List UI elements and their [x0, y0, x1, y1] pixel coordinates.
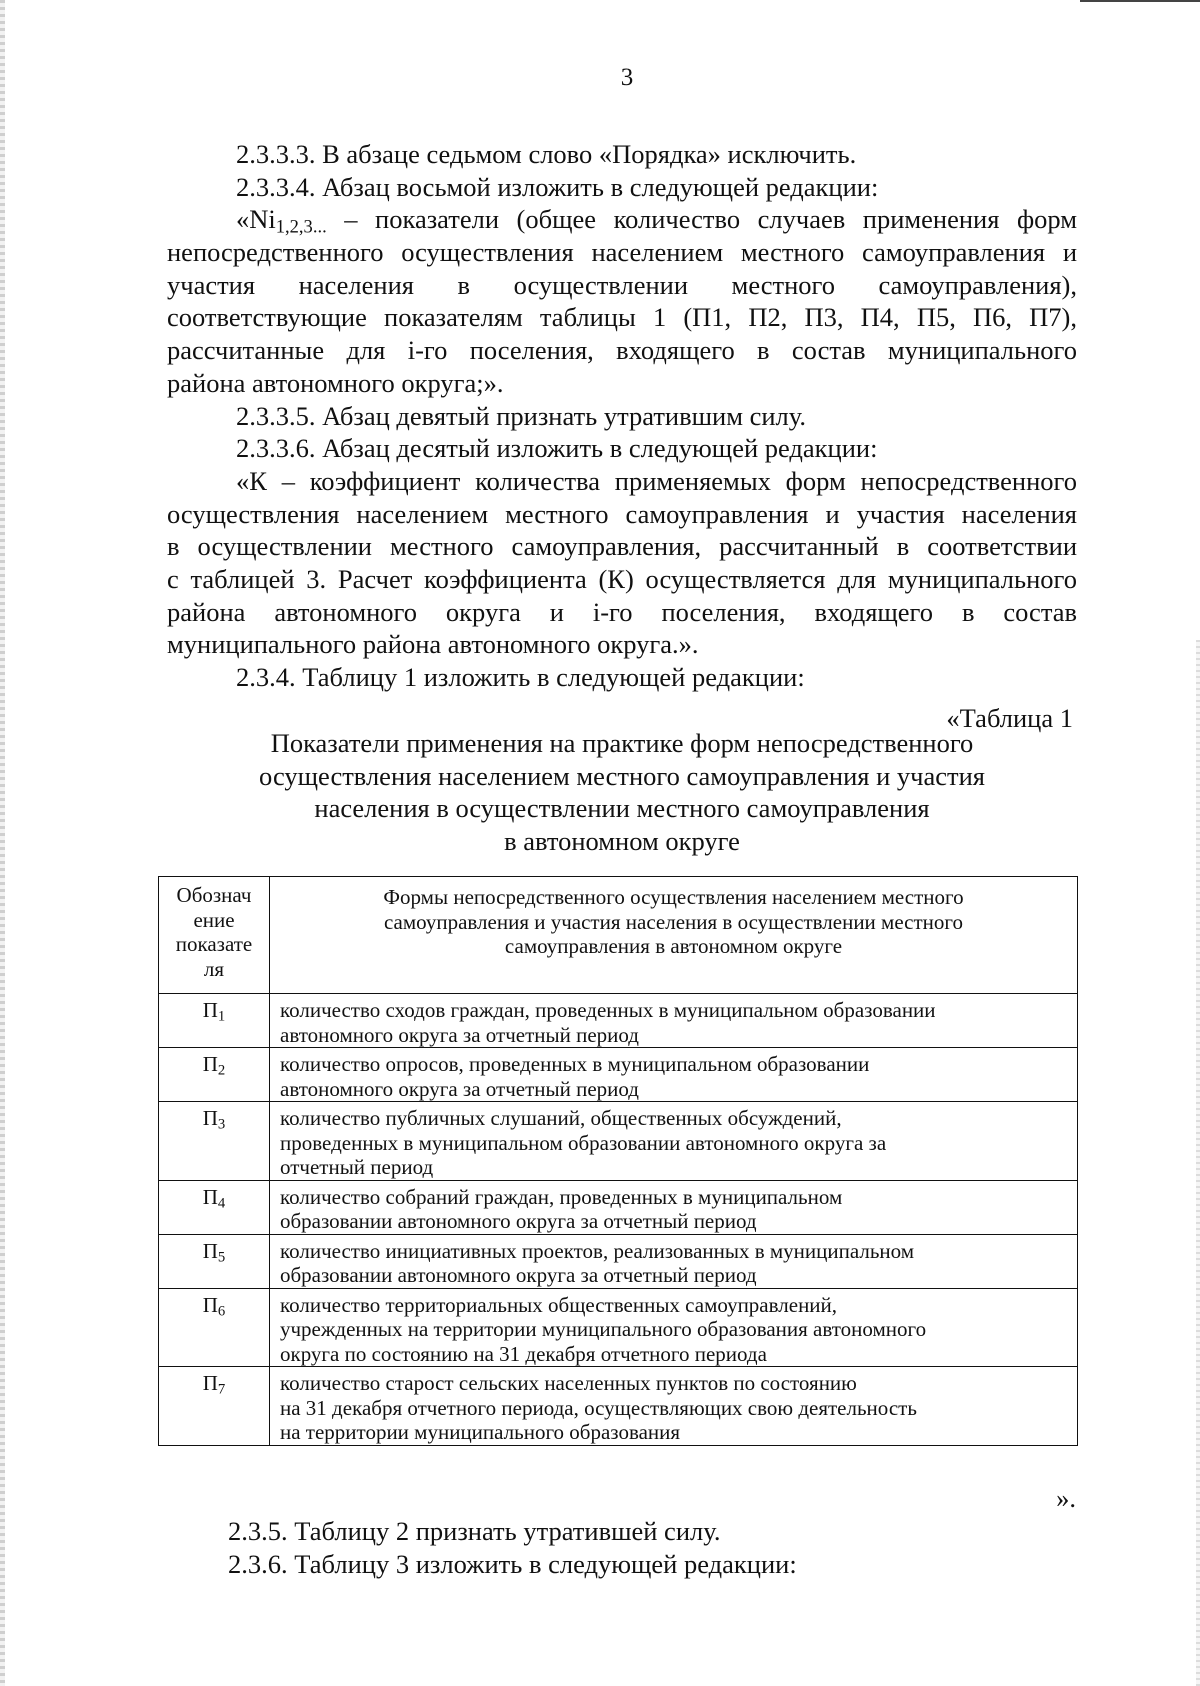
indicator-desc-cell [270, 1048, 1078, 1102]
indicator-desc-line: учрежденных на территории муниципального образования автономного [280, 1317, 927, 1341]
indicator-desc-line: количество собраний граждан, проведенных в муниципальном [280, 1184, 843, 1209]
indicator-desc-cell [270, 1180, 1078, 1234]
paragraph-line: рассчитанные для i-го поселения, входящего в состав муниципального [167, 335, 1077, 366]
indicator-code-index: 4 [217, 1195, 226, 1212]
indicator-code-cell [159, 1180, 270, 1234]
paragraph-line: муниципального района автономного округа.». [167, 629, 699, 660]
indicator-code-cell [159, 1367, 270, 1446]
indicator-desc-cell [270, 994, 1078, 1048]
caption-line: Показатели применения на практике форм непосредственного [270, 728, 974, 758]
caption-line: населения в осуществлении местного самоуправления [314, 793, 930, 823]
indicator-code-index: 1 [217, 1008, 226, 1025]
indicator-desc-line: на 31 декабря отчетного периода, осуществляющих свою деятельность [280, 1395, 917, 1420]
indicator-code: П [202, 1238, 218, 1263]
table-caption [167, 727, 1077, 857]
indicator-code-index: 7 [217, 1381, 226, 1398]
paragraph-line: участия населения в осуществлении местного самоуправления), [167, 269, 1077, 300]
table-row [159, 1180, 1078, 1234]
paragraph: 2.3.3.4. Абзац восьмой изложить в следующей редакции: [236, 171, 879, 202]
indicator-desc-cell [270, 1234, 1078, 1288]
closing-quote: ». [1056, 1483, 1076, 1513]
indicator-desc-line: количество старост сельских населенных пунктов по состоянию [280, 1371, 857, 1395]
paragraph: 2.3.3.3. В абзаце седьмом слово «Порядка» исключить. [236, 139, 857, 169]
paragraph-line: «$Ni_{1,2,3...}$ – показатели (общее количество случаев применения форм [236, 204, 1077, 238]
paragraph-line: соответствующие показателям таблицы 1 (П1, П2, П3, П4, П5, П6, П7), [167, 302, 1077, 333]
paragraph: 2.3.3.6. Абзац десятый изложить в следующей редакции: [236, 433, 878, 464]
scan-top-edge [1080, 0, 1200, 2]
indicator-code-cell [159, 1048, 270, 1102]
paragraph: 2.3.3.5. Абзац девятый признать утратившим силу. [236, 400, 806, 431]
paragraph: 2.3.5. Таблицу 2 признать утратившей силу. [228, 1516, 721, 1546]
indicator-code-index: 5 [217, 1249, 226, 1266]
indicators-table [158, 876, 1078, 1446]
paragraph-line: района автономного округа;». [167, 367, 504, 398]
indicator-desc-line: отчетный период [280, 1155, 434, 1179]
paragraph-line: осуществления населением местного самоуправления и участия населения [167, 498, 1077, 529]
indicator-code-cell [159, 994, 270, 1048]
indicator-code: П [202, 1371, 218, 1395]
indicator-desc-cell [270, 1102, 1078, 1181]
indicator-desc-line: количество инициативных проектов, реализованных в муниципальном [280, 1238, 915, 1263]
table-label: «Таблица 1 [946, 702, 1073, 733]
table-header-row [159, 877, 1078, 994]
header-code-cell [159, 877, 270, 994]
header-code-line: ение [193, 907, 235, 932]
header-code-line: показате [175, 932, 253, 956]
indicator-code-index: 2 [217, 1062, 226, 1079]
paragraph: 2.3.6. Таблицу 3 изложить в следующей редакции: [228, 1549, 797, 1579]
indicator-desc-line: количество сходов граждан, проведенных в муниципальном образовании [280, 998, 936, 1022]
indicator-desc-line: на территории муниципального образования [280, 1420, 681, 1444]
page-number: 3 [620, 64, 634, 91]
paragraph-line: района автономного округа и i-го поселения, входящего в состав [167, 596, 1077, 627]
indicator-code: П [202, 1184, 218, 1209]
paragraph-line: с таблицей 3. Расчет коэффициента (К) осуществляется для муниципального [167, 563, 1077, 594]
indicator-desc-line: автономного округа за отчетный период [280, 1022, 639, 1047]
header-desc-cell [270, 877, 1078, 994]
indicator-desc-line: проведенных в муниципальном образовании автономного округа за [280, 1130, 887, 1155]
paragraph-line: в осуществлении местного самоуправления, рассчитанный в соответствии [167, 531, 1077, 562]
caption-line: осуществления населением местного самоуправления и участия [259, 760, 985, 791]
indicator-desc-line: образовании автономного округа за отчетный период [280, 1263, 757, 1287]
paragraph: 2.3.4. Таблицу 1 изложить в следующей редакции: [236, 662, 805, 692]
indicator-code-cell [159, 1288, 270, 1367]
table-row [159, 1288, 1078, 1367]
caption-line: в автономном округе [504, 825, 740, 856]
indicator-desc-cell [270, 1288, 1078, 1367]
indicator-code-cell [159, 1102, 270, 1181]
indicator-code: П [202, 998, 218, 1022]
header-code-line: ля [203, 956, 225, 981]
table-row [159, 994, 1078, 1048]
indicator-desc-cell [270, 1367, 1078, 1446]
paragraph-line: непосредственного осуществления населением местного самоуправления и [167, 237, 1077, 268]
header-desc-line: самоуправления и участия населения в осуществлении местного [383, 909, 964, 934]
header-code-line: Обознач [176, 883, 252, 907]
indicator-desc-line: количество опросов, проведенных в муниципальном образовании [280, 1052, 870, 1076]
indicator-code-index: 6 [217, 1303, 226, 1320]
indicator-desc-line: количество публичных слушаний, общественных обсуждений, [280, 1106, 842, 1130]
scan-left-edge [0, 0, 5, 1686]
indicator-code-index: 3 [217, 1116, 226, 1133]
table-row [159, 1234, 1078, 1288]
indicator-code: П [202, 1106, 218, 1130]
paragraph-line: «К – коэффициент количества применяемых форм непосредственного [236, 465, 1077, 496]
indicator-desc-line: количество территориальных общественных самоуправлений, [280, 1292, 838, 1317]
indicator-desc-line: образовании автономного округа за отчетный период [280, 1209, 757, 1233]
table-row [159, 1048, 1078, 1102]
body-text [167, 138, 1077, 734]
header-desc-line: Формы непосредственного осуществления населением местного [383, 885, 964, 909]
indicator-code-cell [159, 1234, 270, 1288]
scan-right-edge [1196, 640, 1200, 1686]
indicator-desc-line: автономного округа за отчетный период [280, 1076, 639, 1101]
header-desc-line: самоуправления в автономном округе [504, 934, 843, 958]
indicator-code: П [202, 1052, 218, 1076]
table-row [159, 1102, 1078, 1181]
table-row [159, 1367, 1078, 1446]
indicator-desc-line: округа по состоянию на 31 декабря отчетного периода [280, 1341, 767, 1366]
indicator-code: П [202, 1292, 218, 1317]
